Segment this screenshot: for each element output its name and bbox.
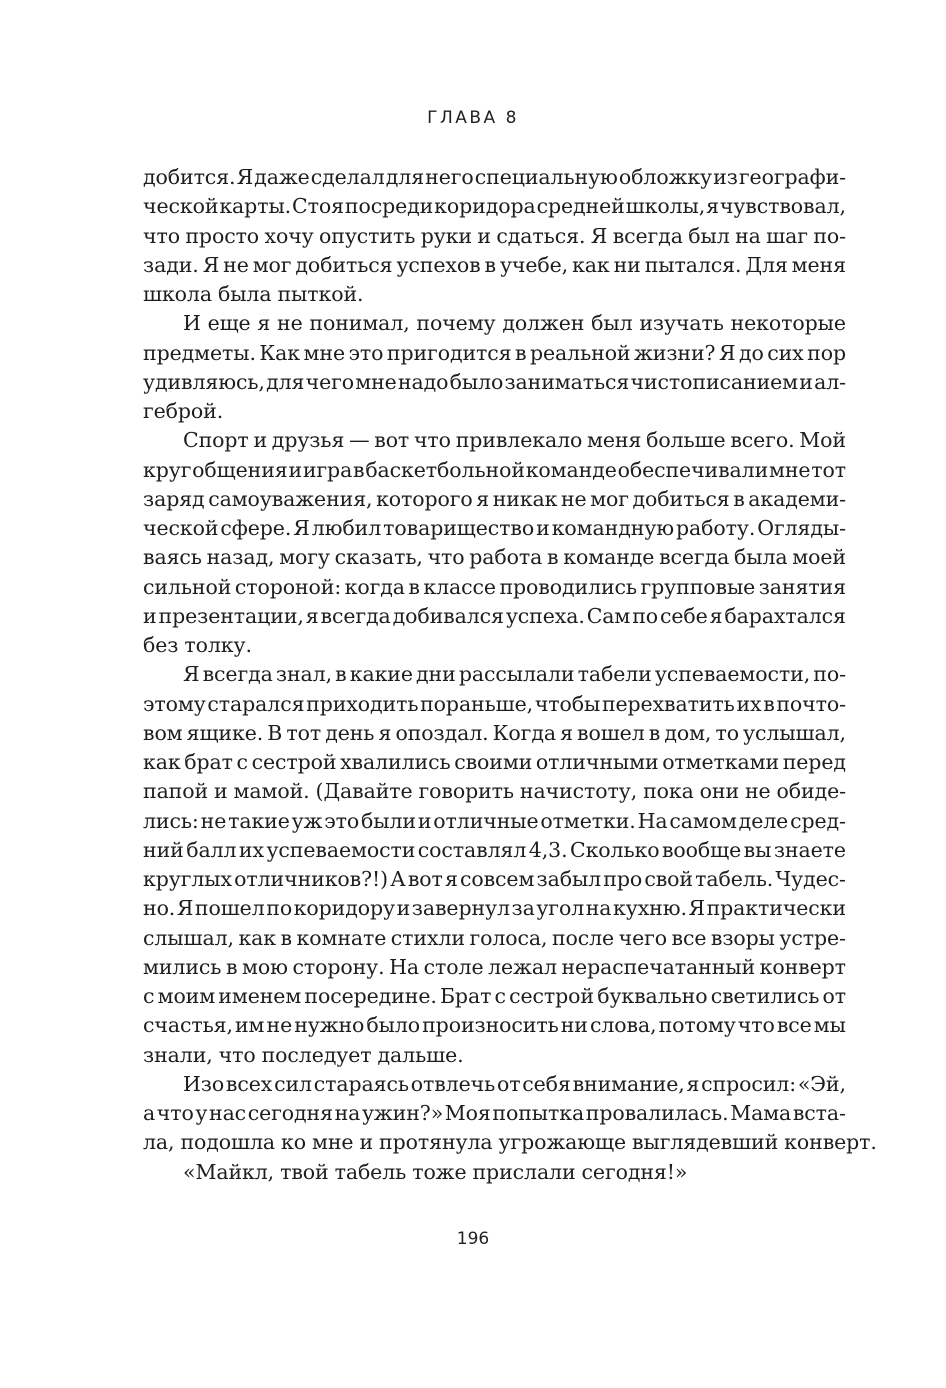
text-line: а что у нас сегодня на ужин?» Моя попытка провалилась. Мама вста- <box>143 1101 846 1125</box>
text-line: добится. Я даже сделал для него специальную обложку из географи- <box>143 165 846 189</box>
body-text <box>143 163 877 1187</box>
text-line: зади. Я не мог добиться успехов в учебе, как ни пытался. Для меня <box>143 252 846 277</box>
text-line: лись: не такие уж это были и отличные отметки. На самом деле сред- <box>143 808 846 833</box>
text-line: ваясь назад, могу сказать, что работа в команде всегда была моей <box>143 545 846 570</box>
text-line: Я всегда знал, в какие дни рассылали табели успеваемости, по- <box>183 662 846 687</box>
text-line: Изо всех сил стараясь отвлечь от себя внимание, я спросил: «Эй, <box>183 1071 846 1096</box>
text-line: Спорт и друзья — вот что привлекало меня больше всего. Мой <box>183 428 846 453</box>
text-line: знали, что последует дальше. <box>143 1042 464 1067</box>
text-line: ла, подошла ко мне и протянула угрожающе выглядевший конверт. <box>143 1130 877 1155</box>
text-line: школа была пыткой. <box>143 282 364 306</box>
text-line: без толку. <box>143 633 252 657</box>
text-line: этому старался приходить пораньше, чтобы перехватить их в почто- <box>143 691 846 716</box>
text-line: И еще я не понимал, почему должен был изучать некоторые <box>183 311 846 336</box>
text-line: «Майкл, твой табель тоже прислали сегодня!» <box>183 1159 688 1184</box>
text-line: счастья, им не нужно было произносить ни слова, потому что все мы <box>143 1013 846 1038</box>
text-line: как брат с сестрой хвалились своими отличными отметками перед <box>143 750 846 774</box>
text-line: круглых отличников?!) А вот я совсем забыл про свой табель. Чудес- <box>143 867 846 891</box>
text-line: круг общения и игра в баскетбольной команде обеспечивали мне тот <box>143 457 846 482</box>
text-line: ческой карты. Стоя посреди коридора средней школы, я чувствовал, <box>143 194 846 219</box>
text-line: сильной стороной: когда в классе проводились групповые занятия <box>143 574 846 599</box>
text-line: но. Я пошел по коридору и завернул за угол на кухню. Я практически <box>143 896 846 921</box>
text-line: слышал, как в комнате стихли голоса, после чего все взоры устре- <box>143 925 846 950</box>
text-line: ний балл их успеваемости составлял 4,3. Сколько вообще вы знаете <box>143 837 846 862</box>
text-line: вом ящике. В тот день я опоздал. Когда я вошел в дом, то услышал, <box>143 720 846 745</box>
text-line: мились в мою сторону. На столе лежал нераспечатанный конверт <box>143 954 846 979</box>
running-head: ГЛАВА 8 <box>427 108 519 128</box>
text-line: с моим именем посередине. Брат с сестрой буквально светились от <box>143 984 846 1008</box>
text-line: папой и мамой. (Давайте говорить начистоту, пока они не обиде- <box>143 779 846 804</box>
text-line: удивляюсь, для чего мне надо было заниматься чистописанием и ал- <box>143 369 846 394</box>
text-line: ческой сфере. Я любил товарищество и командную работу. Огляды- <box>143 516 846 540</box>
text-line: геброй. <box>143 399 224 423</box>
text-line: заряд самоуважения, которого я никак не мог добиться в академи- <box>143 486 846 511</box>
text-line: предметы. Как мне это пригодится в реальной жизни? Я до сих пор <box>143 340 846 365</box>
page-number: 196 <box>456 1229 490 1249</box>
text-line: что просто хочу опустить руки и сдаться. Я всегда был на шаг по- <box>143 223 846 248</box>
text-line: и презентации, я всегда добивался успеха. Сам по себе я барахтался <box>143 603 846 628</box>
